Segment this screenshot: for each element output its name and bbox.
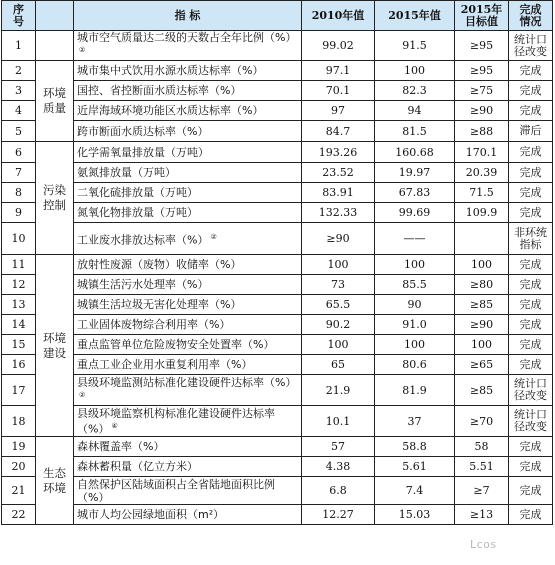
target-2015: ≥75 [455, 81, 509, 101]
value-2010: 65 [302, 355, 375, 375]
value-2010: 23.52 [302, 163, 375, 183]
indicator-text: 森林覆盖率（%） [77, 440, 165, 453]
footnote-mark: ④ [111, 421, 118, 430]
completion-status: 非环统 指标 [509, 223, 553, 255]
indicator-name [74, 81, 302, 101]
indicator-text: 氮氧化物排放量（万吨） [77, 206, 198, 219]
value-2010: 193.26 [302, 142, 375, 163]
indicator-text: 城市人均公园绿地面积（m²） [77, 508, 225, 521]
completion-status: 完成 [509, 183, 553, 203]
completion-status: 完成 [509, 457, 553, 477]
value-2015: 100 [375, 335, 455, 355]
row-number: 11 [2, 255, 36, 275]
target-2015: 100 [455, 335, 509, 355]
value-2010: 90.2 [302, 315, 375, 335]
table-row [2, 142, 553, 163]
value-2015: 81.9 [375, 375, 455, 406]
row-number: 4 [2, 101, 36, 121]
indicator-name [74, 505, 302, 525]
indicator-name [74, 335, 302, 355]
table-row [2, 275, 553, 295]
value-2015: —— [375, 223, 455, 255]
table-header-row [2, 1, 553, 31]
value-2015: 81.5 [375, 121, 455, 142]
category-ecology: 生态 环境 [36, 437, 74, 525]
value-2015: 19.97 [375, 163, 455, 183]
row-number: 20 [2, 457, 36, 477]
footnote-mark: ② [79, 46, 86, 55]
completion-status: 完成 [509, 477, 553, 505]
value-2015: 100 [375, 61, 455, 81]
row-number: 1 [2, 31, 36, 61]
completion-status: 完成 [509, 295, 553, 315]
target-2015: ≥7 [455, 477, 509, 505]
header-status: 完成 情况 [509, 1, 553, 31]
completion-status: 统计口 径改变 [509, 406, 553, 437]
header-2010: 2010年值 [302, 1, 375, 31]
row-number: 19 [2, 437, 36, 457]
target-2015: ≥95 [455, 31, 509, 61]
table-row [2, 255, 553, 275]
value-2015: 7.4 [375, 477, 455, 505]
value-2015: 90 [375, 295, 455, 315]
completion-status: 完成 [509, 101, 553, 121]
target-2015: 5.51 [455, 457, 509, 477]
target-2015: ≥80 [455, 275, 509, 295]
indicator-text: 县级环境监测站标准化建设硬件达标率（%） [77, 375, 297, 389]
indicator-text: 化学需氧量排放量（万吨） [77, 145, 209, 159]
indicator-text: 国控、省控断面水质达标率（%） [77, 84, 242, 97]
indicator-name [74, 275, 302, 295]
table-row [2, 183, 553, 203]
completion-status: 完成 [509, 142, 553, 163]
row-number: 17 [2, 375, 36, 406]
category-env-quality: 环境 质量 [36, 61, 74, 142]
row-number: 7 [2, 163, 36, 183]
table-row [2, 355, 553, 375]
value-2010: 12.27 [302, 505, 375, 525]
indicator-name [74, 223, 302, 255]
indicator-name [74, 255, 302, 275]
value-2010: 84.7 [302, 121, 375, 142]
header-no: 序 号 [2, 1, 36, 31]
completion-status: 完成 [509, 163, 553, 183]
table-row [2, 335, 553, 355]
value-2010: 97 [302, 101, 375, 121]
completion-status: 完成 [509, 61, 553, 81]
value-2010: 4.38 [302, 457, 375, 477]
target-2015: ≥85 [455, 375, 509, 406]
indicator-text: 近岸海域环境功能区水质达标率（%） [77, 104, 264, 117]
value-2010: 83.91 [302, 183, 375, 203]
indicator-name [74, 183, 302, 203]
footnote-mark: ② [79, 390, 86, 399]
indicator-text: 氨氮排放量（万吨） [77, 166, 176, 179]
indicator-name [74, 295, 302, 315]
row-number: 22 [2, 505, 36, 525]
header-target: 2015年 目标值 [455, 1, 509, 31]
indicator-name [74, 355, 302, 375]
indicator-name [74, 203, 302, 223]
indicator-name [74, 315, 302, 335]
indicator-name [74, 437, 302, 457]
table-row [2, 121, 553, 142]
row-number: 3 [2, 81, 36, 101]
completion-status: 完成 [509, 81, 553, 101]
row-number: 18 [2, 406, 36, 437]
indicator-text: 工业固体废物综合利用率（%） [77, 318, 231, 331]
value-2015: 58.8 [375, 437, 455, 457]
value-2010: 100 [302, 335, 375, 355]
row-number: 5 [2, 121, 36, 142]
completion-status: 统计口 径改变 [509, 31, 553, 61]
value-2015: 99.69 [375, 203, 455, 223]
header-category [36, 1, 74, 31]
value-2015: 91.5 [375, 31, 455, 61]
row-number: 9 [2, 203, 36, 223]
value-2015: 37 [375, 406, 455, 437]
target-2015 [455, 223, 509, 255]
value-2010: 21.9 [302, 375, 375, 406]
row-number: 6 [2, 142, 36, 163]
table-row [2, 457, 553, 477]
indicator-text: 森林蓄积量（亿立方米） [77, 460, 198, 473]
row-number: 21 [2, 477, 36, 505]
value-2010: 97.1 [302, 61, 375, 81]
table-row [2, 203, 553, 223]
indicator-name [74, 477, 302, 505]
table-row [2, 315, 553, 335]
row-number: 16 [2, 355, 36, 375]
value-2010: 132.33 [302, 203, 375, 223]
value-2015: 15.03 [375, 505, 455, 525]
indicator-name [74, 406, 302, 437]
completion-status: 完成 [509, 355, 553, 375]
value-2010: ≥90 [302, 223, 375, 255]
category-pollution: 污染 控制 [36, 142, 74, 255]
indicator-name [74, 121, 302, 142]
row-number: 12 [2, 275, 36, 295]
completion-status: 完成 [509, 203, 553, 223]
indicator-text: 县级环境监察机构标准化建设硬件达标率（%） [77, 406, 275, 436]
indicator-text: 自然保护区陆域面积占全省陆地面积比例（%） [77, 477, 275, 504]
table-body [2, 31, 553, 525]
target-2015: 58 [455, 437, 509, 457]
footnote-mark: ② [210, 232, 217, 241]
value-2015: 91.0 [375, 315, 455, 335]
row-number: 15 [2, 335, 36, 355]
indicator-text: 城市集中式饮用水源水质达标率（%） [77, 64, 264, 77]
category-cell-blank [36, 31, 74, 61]
indicator-text: 二氧化硫排放量（万吨） [77, 186, 198, 199]
target-2015: 71.5 [455, 183, 509, 203]
value-2010: 6.8 [302, 477, 375, 505]
value-2010: 73 [302, 275, 375, 295]
value-2015: 5.61 [375, 457, 455, 477]
indicator-name [74, 101, 302, 121]
table-row [2, 101, 553, 121]
target-2015: ≥95 [455, 61, 509, 81]
indicator-name [74, 31, 302, 61]
indicator-text: 城镇生活垃圾无害化处理率（%） [77, 298, 242, 311]
value-2015: 100 [375, 255, 455, 275]
target-2015: ≥88 [455, 121, 509, 142]
row-number: 13 [2, 295, 36, 315]
indicator-name [74, 457, 302, 477]
indicator-text: 工业废水排放达标率（%） [77, 233, 209, 247]
completion-status: 完成 [509, 275, 553, 295]
row-number: 8 [2, 183, 36, 203]
value-2010: 10.1 [302, 406, 375, 437]
value-2010: 65.5 [302, 295, 375, 315]
table-row [2, 477, 553, 505]
indicator-name [74, 142, 302, 163]
indicator-text: 城镇生活污水处理率（%） [77, 278, 209, 291]
row-number: 10 [2, 223, 36, 255]
value-2015: 67.83 [375, 183, 455, 203]
indicator-text: 跨市断面水质达标率（%） [77, 124, 209, 138]
value-2010: 100 [302, 255, 375, 275]
completion-status: 完成 [509, 505, 553, 525]
header-indicator: 指 标 [74, 1, 302, 31]
value-2010: 70.1 [302, 81, 375, 101]
environment-indicators-table [1, 0, 553, 525]
table-row [2, 295, 553, 315]
completion-status: 完成 [509, 255, 553, 275]
target-2015: 20.39 [455, 163, 509, 183]
table-row [2, 375, 553, 406]
value-2015: 80.6 [375, 355, 455, 375]
value-2015: 85.5 [375, 275, 455, 295]
header-2015: 2015年值 [375, 1, 455, 31]
table-row [2, 31, 553, 61]
target-2015: 170.1 [455, 142, 509, 163]
indicator-text: 重点监管单位危险废物安全处置率（%） [77, 338, 275, 351]
table-row [2, 406, 553, 437]
target-2015: 109.9 [455, 203, 509, 223]
indicator-name [74, 375, 302, 406]
value-2015: 160.68 [375, 142, 455, 163]
indicator-text: 重点工业企业用水重复利用率（%） [77, 358, 253, 371]
target-2015: ≥90 [455, 101, 509, 121]
row-number: 2 [2, 61, 36, 81]
indicator-name [74, 163, 302, 183]
table-row [2, 223, 553, 255]
stats-table-container [1, 0, 552, 548]
completion-status: 完成 [509, 315, 553, 335]
table-row [2, 81, 553, 101]
category-env-construction: 环境 建设 [36, 255, 74, 437]
value-2010: 57 [302, 437, 375, 457]
completion-status: 统计口 径改变 [509, 375, 553, 406]
indicator-text: 城市空气质量达二级的天数占全年比例（%） [77, 31, 297, 45]
target-2015: ≥65 [455, 355, 509, 375]
target-2015: ≥70 [455, 406, 509, 437]
row-number: 14 [2, 315, 36, 335]
table-row [2, 163, 553, 183]
target-2015: ≥85 [455, 295, 509, 315]
target-2015: ≥90 [455, 315, 509, 335]
target-2015: ≥13 [455, 505, 509, 525]
completion-status: 完成 [509, 335, 553, 355]
completion-status: 滞后 [509, 121, 553, 142]
indicator-name [74, 61, 302, 81]
target-2015: 100 [455, 255, 509, 275]
table-row [2, 505, 553, 525]
table-row [2, 437, 553, 457]
value-2010: 99.02 [302, 31, 375, 61]
completion-status: 完成 [509, 437, 553, 457]
indicator-text: 放射性废源（废物）收储率（%） [77, 258, 242, 271]
value-2015: 94 [375, 101, 455, 121]
table-row [2, 61, 553, 81]
value-2015: 82.3 [375, 81, 455, 101]
watermark-text: Lcos [470, 538, 497, 551]
